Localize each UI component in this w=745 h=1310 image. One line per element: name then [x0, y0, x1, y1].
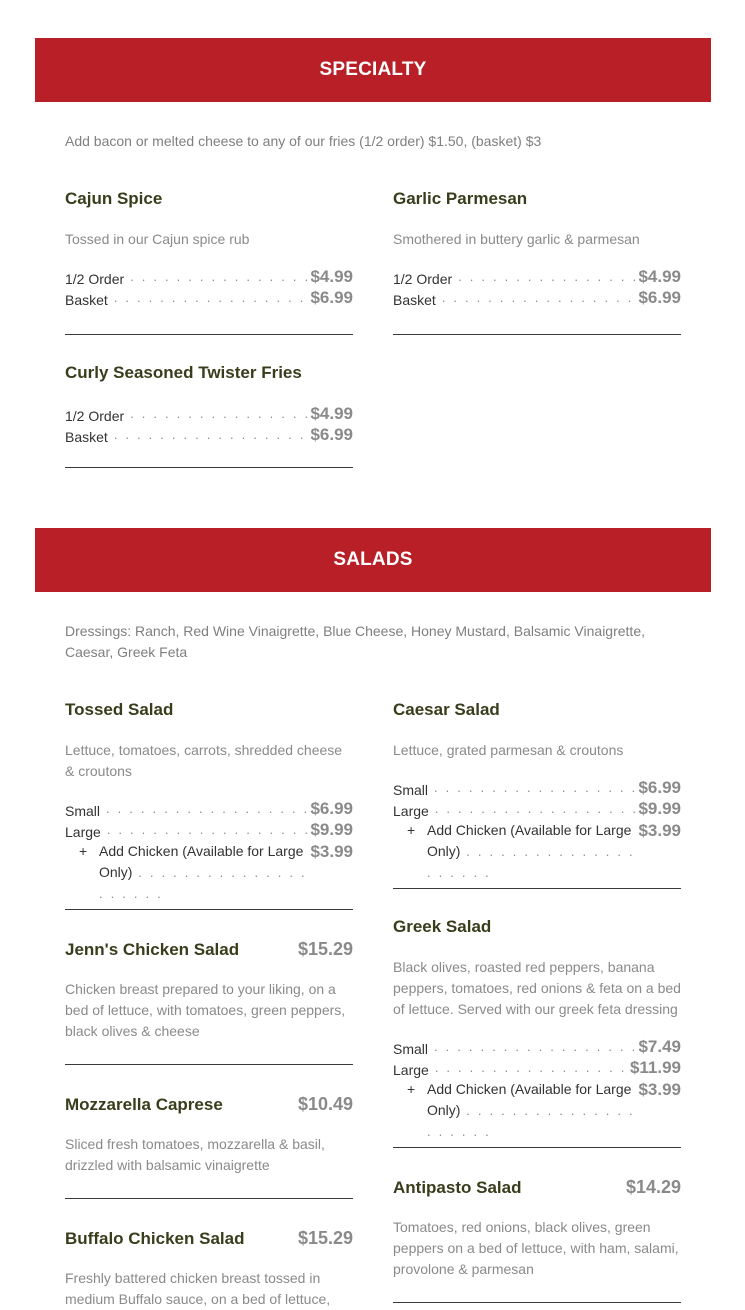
- dot-leader: [106, 798, 308, 819]
- menu-item-tossed-salad: [65, 700, 353, 904]
- price-row: [65, 819, 353, 840]
- item-price: $10.49: [297, 1094, 353, 1114]
- item-title: Jenn's Chicken Salad: [65, 940, 240, 959]
- dot-leader: [434, 1036, 636, 1057]
- plus-marker: +: [79, 843, 88, 859]
- price-label: 1/2 Order: [393, 271, 453, 287]
- item-description: Black olives, roasted red peppers, banana peppers, tomatoes, red onions & feta on a bed of lettuce. Served with our greek feta dressing: [393, 959, 681, 1017]
- price-amount: $4.99: [310, 404, 353, 423]
- price-label: Basket: [65, 292, 108, 308]
- item-title: Caesar Salad: [393, 700, 500, 719]
- price-amount: $4.99: [638, 267, 681, 286]
- price-label: Large: [65, 824, 101, 840]
- salads-note: Dressings: Ranch, Red Wine Vinaigrette, Blue Cheese, Honey Mustard, Balsamic Vinaigrette, Caesar, Greek Feta: [65, 623, 645, 660]
- menu-item-cajun-spice: [65, 189, 353, 308]
- price-label: Small: [393, 1041, 429, 1057]
- price-amount: $9.99: [310, 820, 353, 839]
- price-row: [393, 777, 681, 798]
- dot-leader: [107, 819, 309, 840]
- item-title: Curly Seasoned Twister Fries: [65, 363, 302, 382]
- item-description: Smothered in buttery garlic & parmesan: [393, 231, 640, 247]
- item-price: $14.29: [625, 1177, 681, 1197]
- item-description: Chicken breast prepared to your liking, on a bed of lettuce, with tomatoes, green peppers, black olives & cheese: [65, 981, 346, 1039]
- item-divider: [65, 1064, 353, 1065]
- price-amount: $6.99: [310, 799, 353, 818]
- item-title: Greek Salad: [393, 917, 492, 936]
- addon-price: $3.99: [310, 842, 353, 861]
- price-row: [65, 403, 353, 424]
- price-row: [65, 424, 353, 445]
- dot-leader: [130, 266, 308, 287]
- dot-leader: [114, 424, 309, 445]
- price-row: [65, 287, 353, 308]
- price-label: Large: [393, 1062, 429, 1078]
- item-price: $15.29: [297, 939, 353, 959]
- price-row: [393, 287, 681, 308]
- item-divider: [65, 467, 353, 468]
- dot-leader: [435, 798, 637, 819]
- item-divider: [393, 334, 681, 335]
- menu-item-garlic-parmesan: [393, 189, 681, 308]
- specialty-section-heading: SPECIALTY: [35, 38, 711, 102]
- menu-item-buffalo-chicken-salad: [65, 1228, 353, 1310]
- price-label: 1/2 Order: [65, 271, 125, 287]
- menu-item-greek-salad: [393, 917, 681, 1142]
- price-amount: $6.99: [310, 288, 353, 307]
- price-amount: $4.99: [310, 267, 353, 286]
- dot-leader: [435, 1057, 628, 1078]
- item-title: Cajun Spice: [65, 189, 163, 208]
- price-label: Basket: [65, 429, 108, 445]
- price-label: Small: [393, 782, 429, 798]
- plus-marker: +: [407, 822, 416, 838]
- price-amount: $7.49: [638, 1037, 681, 1056]
- item-title: Antipasto Salad: [393, 1178, 522, 1197]
- dot-leader: [130, 403, 308, 424]
- item-divider: [65, 1198, 353, 1199]
- price-amount: $11.99: [629, 1058, 681, 1077]
- salads-section-heading: SALADS: [35, 528, 711, 592]
- price-amount: $6.99: [638, 778, 681, 797]
- menu-item-curly-fries: [65, 363, 353, 445]
- menu-item-caesar-salad: [393, 700, 681, 883]
- item-description: Tossed in our Cajun spice rub: [65, 231, 250, 247]
- menu-item-mozzarella-caprese: [65, 1094, 353, 1176]
- price-row: [393, 1036, 681, 1057]
- item-description: Lettuce, tomatoes, carrots, shredded cheese & croutons: [65, 742, 343, 779]
- item-description: Sliced fresh tomatoes, mozzarella & basil, drizzled with balsamic vinaigrette: [65, 1136, 325, 1173]
- addon-row: [65, 841, 353, 904]
- item-divider: [65, 909, 353, 910]
- addon-label: Add Chicken (Available for Large Only): [427, 1081, 632, 1118]
- plus-marker: +: [407, 1081, 416, 1097]
- price-row: [393, 266, 681, 287]
- dot-leader: [114, 287, 309, 308]
- item-title: Buffalo Chicken Salad: [65, 1229, 245, 1248]
- addon-row: [393, 1079, 681, 1142]
- menu-item-antipasto-salad: [393, 1177, 681, 1280]
- dot-leader: [434, 777, 636, 798]
- addon-row: [393, 820, 681, 883]
- price-row: [65, 266, 353, 287]
- item-price: $15.29: [297, 1228, 353, 1248]
- item-description: Freshly battered chicken breast tossed in medium Buffalo sauce, on a bed of lettuce,: [65, 1270, 331, 1307]
- specialty-note: Add bacon or melted cheese to any of our fries (1/2 order) $1.50, (basket) $3: [65, 133, 542, 149]
- addon-label: Add Chicken (Available for Large Only): [427, 822, 632, 859]
- price-label: Basket: [393, 292, 436, 308]
- item-title: Tossed Salad: [65, 700, 174, 719]
- price-amount: $6.99: [638, 288, 681, 307]
- item-divider: [393, 1302, 681, 1303]
- item-description: Lettuce, grated parmesan & croutons: [393, 742, 624, 758]
- price-label: Large: [393, 803, 429, 819]
- addon-price: $3.99: [638, 821, 681, 840]
- item-description: Tomatoes, red onions, black olives, green peppers on a bed of lettuce, with ham, salami, provolone & parmesan: [393, 1219, 679, 1277]
- item-title: Garlic Parmesan: [393, 189, 528, 208]
- price-amount: $9.99: [638, 799, 681, 818]
- item-divider: [65, 334, 353, 335]
- price-label: Small: [65, 803, 101, 819]
- price-label: 1/2 Order: [65, 408, 125, 424]
- addon-label: Add Chicken (Available for Large Only): [99, 843, 304, 880]
- item-divider: [393, 888, 681, 889]
- dot-leader: [458, 266, 636, 287]
- menu-item-jenns-chicken-salad: [65, 939, 353, 1042]
- item-divider: [393, 1147, 681, 1148]
- price-amount: $6.99: [310, 425, 353, 444]
- dot-leader: [442, 287, 637, 308]
- price-row: [393, 1057, 681, 1078]
- item-title: Mozzarella Caprese: [65, 1095, 223, 1114]
- price-row: [393, 798, 681, 819]
- addon-price: $3.99: [638, 1080, 681, 1099]
- price-row: [65, 798, 353, 819]
